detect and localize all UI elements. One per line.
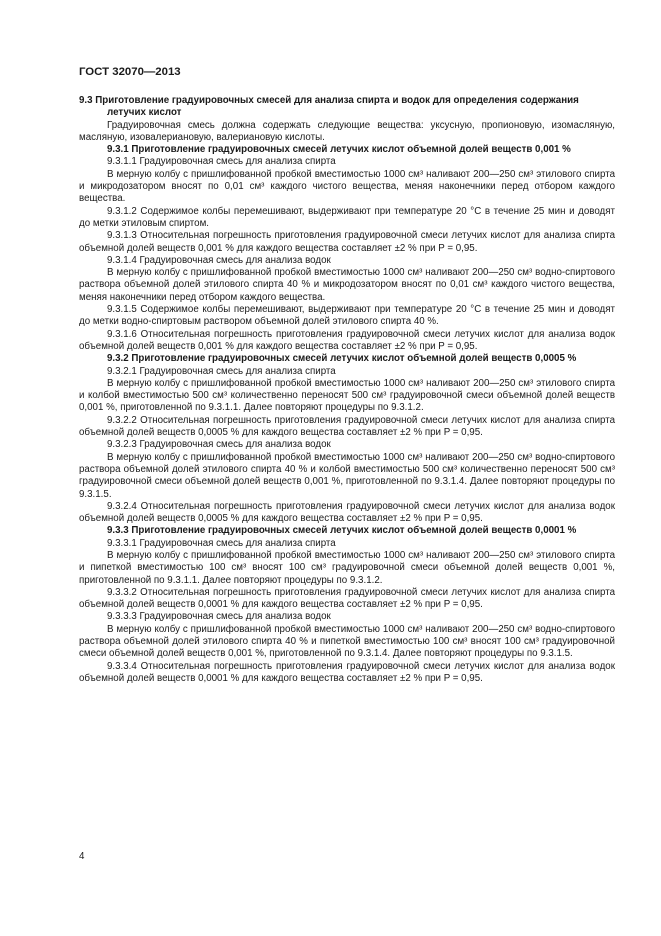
paragraph: 9.3.2.4 Относительная погрешность приготовления градуировочной смеси летучих кислот для анализа водок объемной долей веществ 0,0005 % для каждого вещества составляет ±2 % при P = 0,95. xyxy=(79,500,615,525)
paragraph: В мерную колбу с пришлифованной пробкой вместимостью 1000 см³ наливают 200—250 см³ этилового спирта и микродозатором вносят по 0,01 см³ каждого чистого вещества, меняя наконечники перед отбором каждого вещества. xyxy=(79,168,615,205)
section-heading: 9.3.3 Приготовление градуировочных смесей летучих кислот объемной долей веществ 0,0001 % xyxy=(107,525,577,537)
paragraph: 9.3.1.5 Содержимое колбы перемешивают, выдерживают при температуре 20 °C в течение 25 мин и доводят до метки водно-спиртовым раствором объемной долей этилового спирта 40 %. xyxy=(79,304,615,328)
subsection-heading: 9.3.2.1 Градуировочная смесь для анализа спирта xyxy=(107,365,336,377)
paragraph: 9.3.3.4 Относительная погрешность приготовления градуировочной смеси летучих кислот для анализа водок объемной долей веществ 0,0001 % для каждого вещества составляет ±2 % при P = 0,95. xyxy=(79,660,615,684)
document-body xyxy=(79,95,615,685)
paragraph: В мерную колбу с пришлифованной пробкой вместимостью 1000 см³ наливают 200—250 см³ этилового спирта и колбой вместимостью 500 см³ количественно переносят 500 см³ градуировочной смеси объемной долей веществ 0,001 %, приготовленной по 9.3.1.1. Далее повторяют процедуры по 9.3.1.2. xyxy=(79,377,615,414)
section-heading: 9.3.2 Приготовление градуировочных смесей летучих кислот объемной долей веществ 0,0005 % xyxy=(107,353,577,365)
page-number: 4 xyxy=(79,851,85,862)
section-heading: 9.3.1 Приготовление градуировочных смесей летучих кислот объемной долей веществ 0,001 % xyxy=(107,144,571,156)
paragraph: 9.3.3.2 Относительная погрешность приготовления градуировочной смеси летучих кислот для анализа спирта объемной долей веществ 0,0001 % для каждого вещества составляет ±2 % при P = 0,95. xyxy=(79,586,615,611)
paragraph: 9.3.1.3 Относительная погрешность приготовления градуировочной смеси летучих кислот для анализа спирта объемной долей веществ 0,001 % для каждого вещества составляет ±2 % при P = 0,95. xyxy=(79,230,615,254)
paragraph: 9.3.2.2 Относительная погрешность приготовления градуировочной смеси летучих кислот для анализа спирта объемной долей веществ 0,0005 % для каждого вещества составляет ±2 % при P = 0,95. xyxy=(79,414,615,439)
paragraph: Градуировочная смесь должна содержать следующие вещества: уксусную, пропионовую, изомасляную, масляную, изовалериановую, валериановую кислоты. xyxy=(79,119,615,143)
subsection-heading: 9.3.3.1 Градуировочная смесь для анализа спирта xyxy=(107,537,336,549)
subsection-heading: 9.3.2.3 Градуировочная смесь для анализа водок xyxy=(107,439,331,451)
paragraph: 9.3.1.6 Относительная погрешность приготовления градуировочной смеси летучих кислот для анализа водок объемной долей веществ 0,001 % для каждого вещества составляет ±2 % при P = 0,95. xyxy=(79,328,615,352)
page-header: ГОСТ 32070—2013 xyxy=(79,66,181,78)
paragraph: В мерную колбу с пришлифованной пробкой вместимостью 1000 см³ наливают 200—250 см³ водно-спиртового раствора объемной долей этилового спирта 40 % и пипеткой вместимостью 100 см³ вносят 100 см³ градуировочной смеси объемной долей веществ 0,001 %, приготовленной по 9.3.1.4. Далее повторяют процедуры по 9.3.1.5. xyxy=(79,623,615,660)
paragraph: В мерную колбу с пришлифованной пробкой вместимостью 1000 см³ наливают 200—250 см³ этилового спирта и пипеткой вместимостью 100 см³ вносят 100 см³ градуировочной смеси объемной долей веществ 0,001 %, приготовленной по 9.3.1.1. Далее повторяют процедуры по 9.3.1.2. xyxy=(79,549,615,586)
subsection-heading: 9.3.1.1 Градуировочная смесь для анализа спирта xyxy=(107,156,336,168)
paragraph: В мерную колбу с пришлифованной пробкой вместимостью 1000 см³ наливают 200—250 см³ водно-спиртового раствора объемной долей этилового спирта 40 % и микродозатором вносят по 0,01 см³ каждого чистого вещества, меняя наконечники перед отбором каждого вещества. xyxy=(79,267,615,303)
section-heading: 9.3 Приготовление градуировочных смесей для анализа спирта и водок для определения содержания летучих кислот xyxy=(79,95,579,119)
paragraph: В мерную колбу с пришлифованной пробкой вместимостью 1000 см³ наливают 200—250 см³ водно-спиртового раствора объемной долей этилового спирта 40 % и колбой вместимостью 500 см³ количественно переносят 500 см³ градуировочной смеси объемной долей веществ 0,001 %, приготовленной по 9.3.1.4. Далее повторяют процедуры по 9.3.1.5. xyxy=(79,451,615,500)
subsection-heading: 9.3.1.4 Градуировочная смесь для анализа водок xyxy=(107,254,331,266)
subsection-heading: 9.3.3.3 Градуировочная смесь для анализа водок xyxy=(107,611,331,623)
paragraph: 9.3.1.2 Содержимое колбы перемешивают, выдерживают при температуре 20 °C в течение 25 мин и доводят до метки этиловым спиртом. xyxy=(79,205,615,229)
